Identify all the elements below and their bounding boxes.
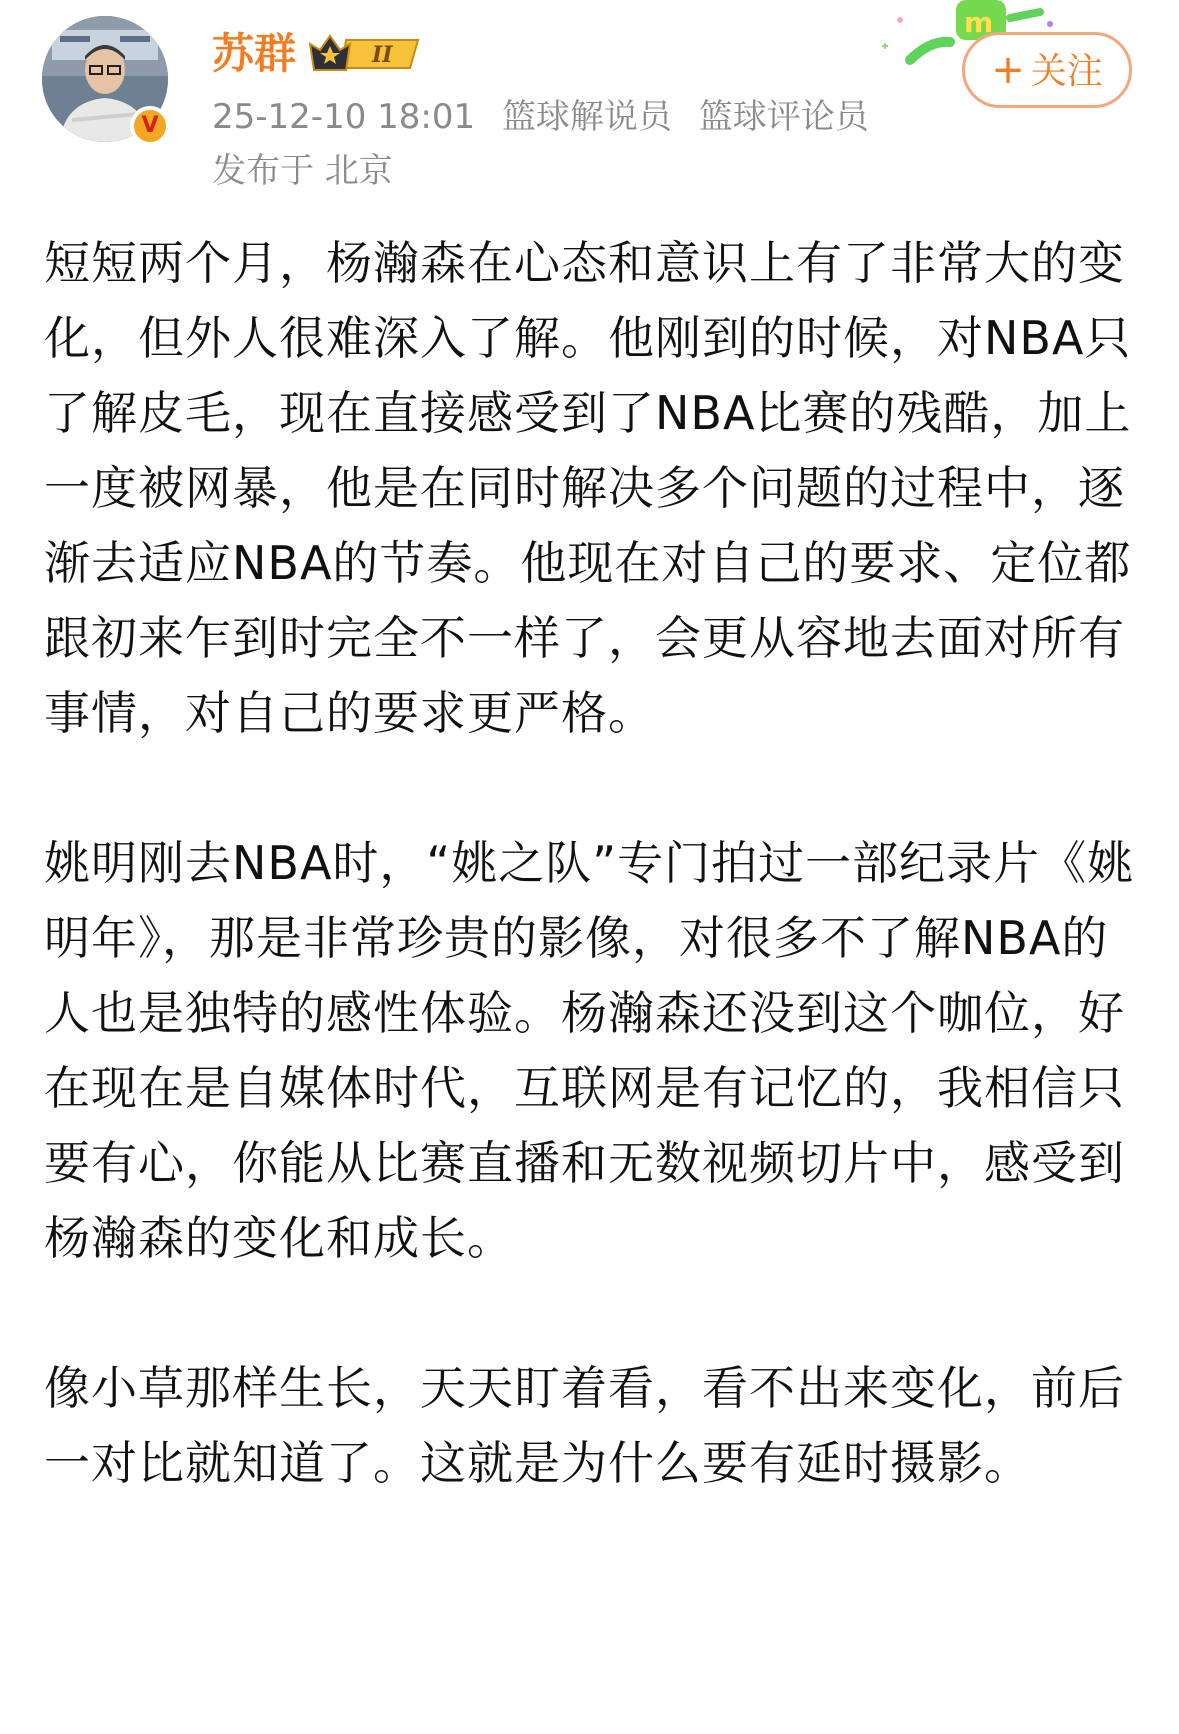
post-body [44,226,1144,1576]
follow-button[interactable] [962,32,1132,108]
author-title-1: 篮球解说员 [501,97,672,137]
post-location: 发布于 北京 [212,151,393,191]
post-paragraph: 姚明刚去NBA时，“姚之队”专门拍过一部纪录片《姚明年》，那是非常珍贵的影像，对很多不了解NBA的人也是独特的感性体验。杨瀚森还没到这个咖位，好在现在是自媒体时代，互联网是有记忆的，我相信只要有心，你能从比赛直播和无数视频切片中，感受到杨瀚森的变化和成长。 [44,836,1135,1265]
verified-badge-icon: V [130,106,170,146]
author-title-2: 篮球评论员 [698,97,869,137]
post-paragraph: 像小草那样生长，天天盯着看，看不出来变化，前后一对比就知道了。这就是为什么要有延时摄影。 [44,1361,1125,1490]
svg-text:m: m [964,6,994,39]
post-header [0,0,1179,190]
author-name[interactable]: 苏群 [212,29,297,78]
post-timestamp: 25-12-10 18:01 [212,97,476,137]
post-paragraph: 短短两个月，杨瀚森在心态和意识上有了非常大的变化，但外人很难深入了解。他刚到的时候，对NBA只了解皮毛，现在直接感受到了NBA比赛的残酷，加上一度被网暴，他是在同时解决多个问题的过程中，逐渐去适应NBA的节奏。他现在对自己的要求、定位都跟初来乍到时完全不一样了，会更从容地去面对所有事情，对自己的要求更严格。 [44,236,1132,740]
level-crown-icon[interactable] [306,30,426,78]
follow-button-label: 关注 [1030,51,1103,92]
post-meta [212,94,885,140]
plus-icon: + [991,47,1025,93]
level-label: II [372,42,393,68]
